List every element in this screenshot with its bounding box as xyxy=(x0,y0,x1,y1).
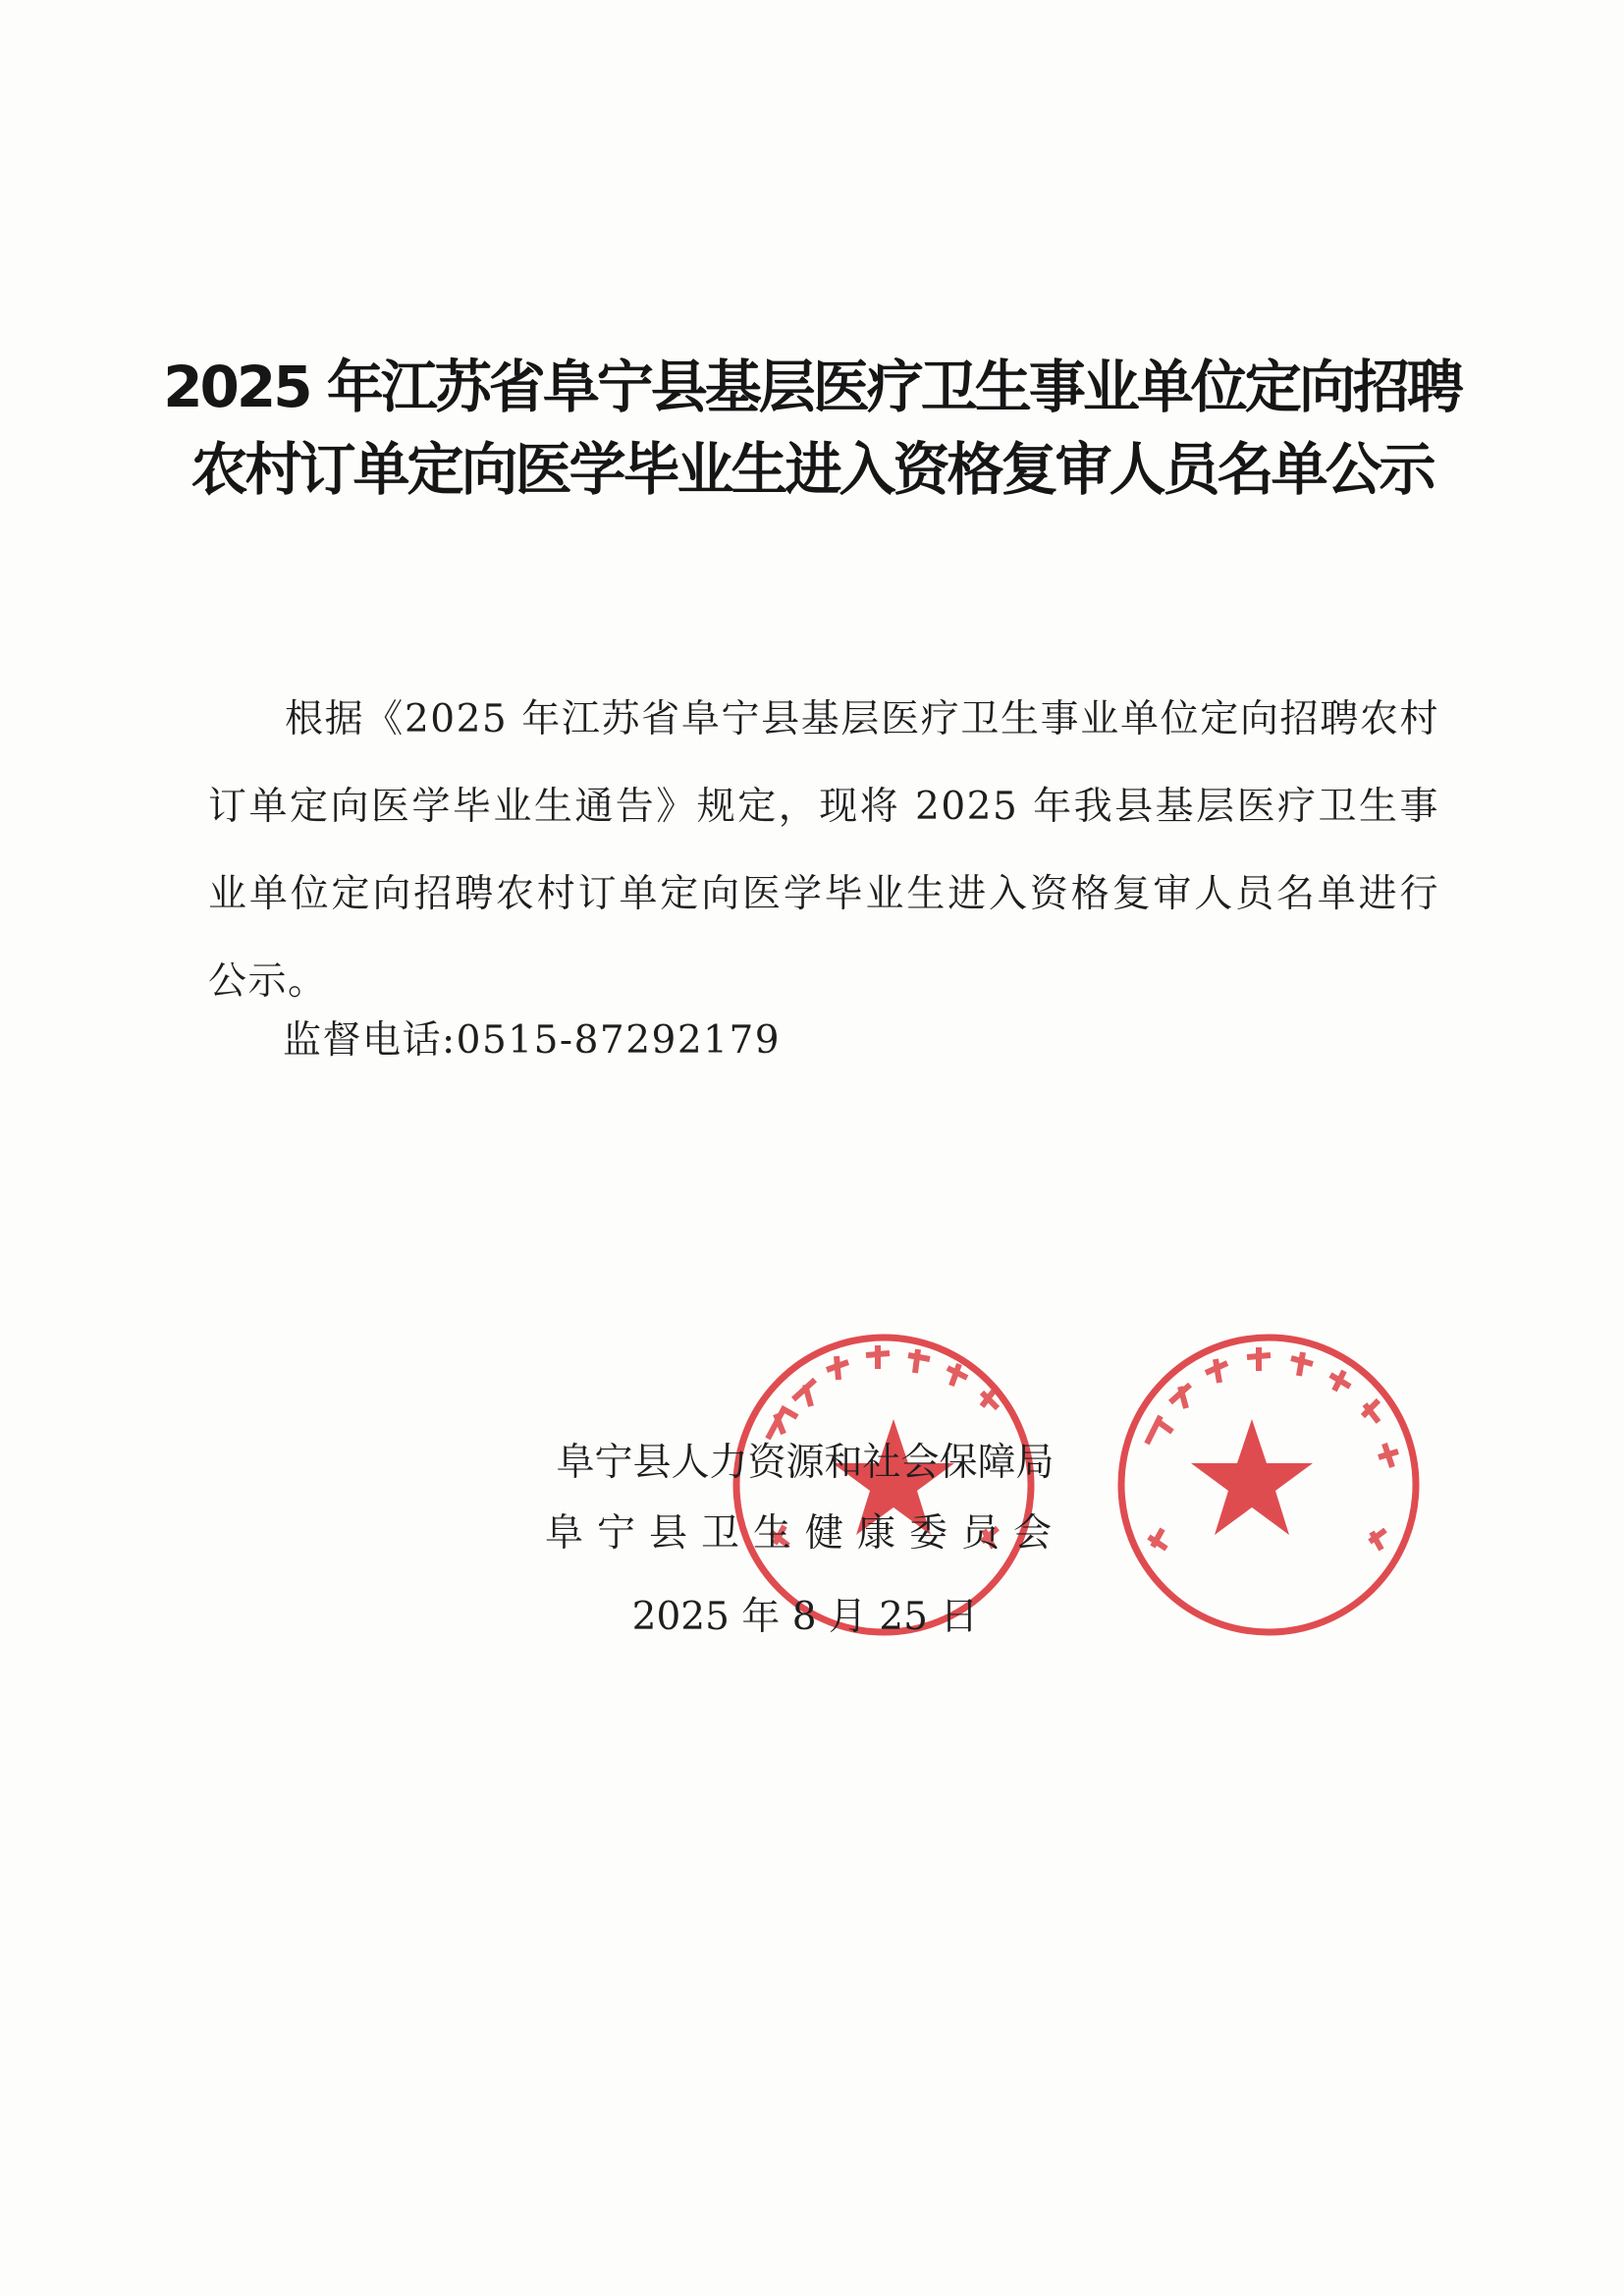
issuer-health: 阜宁县卫生健康委员会 xyxy=(544,1511,1065,1556)
issuer-hrss: 阜宁县人力资源和社会保障局 xyxy=(556,1441,1055,1485)
title-line-2: 农村订单定向医学毕业生进入资格复审人员名单公示 xyxy=(190,436,1434,503)
issue-date: 2025 年 8 月 25 日 xyxy=(631,1595,979,1639)
phone-number: 0515-87292179 xyxy=(456,1018,782,1063)
title-line-1: 2025 年江苏省阜宁县基层医疗卫生事业单位定向招聘 xyxy=(163,354,1461,420)
notice-paragraph: 根据《2025 年江苏省阜宁县基层医疗卫生事业单位定向招聘农村订单定向医学毕业生通告》规定，现将 2025 年我县基层医疗卫生事业单位定向招聘农村订单定向医学毕业生进入资格复审人员名单进行公示。 xyxy=(208,697,1439,1004)
phone-label: 监督电话: xyxy=(283,1018,457,1063)
